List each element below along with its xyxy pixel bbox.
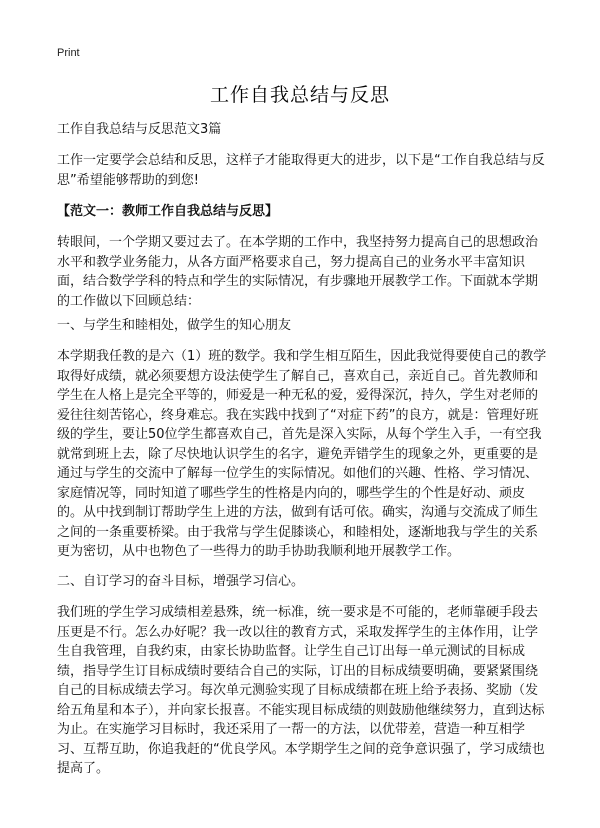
section-heading: 【范文一：教师工作自我总结与反思】 xyxy=(57,204,279,219)
heading-2: 二、自订学习的奋斗目标，增强学习信心。 xyxy=(57,574,305,589)
heading-1: 一、与学生和睦相处，做学生的知心朋友 xyxy=(57,318,292,333)
paragraph-2: 本学期我任教的是六（1）班的数学。我和学生相互陌生，因此我觉得要使自己的教学取得好成绩，就必须要想方设法使学生了解自己，喜欢自己，亲近自己。首先教师和学生在人格上是完全平等的，师爱是一种无私的爱，爱得深沉，持久，学生对老师的爱往往刻苦铭心，终身难忘。我在实践中找到了“对症下药”的良方，就是：管理好班级的学生，要让50位学生都喜欢自己，首先是深入实际，从每个学生入手，一有空我就常到班上去，除了尽快地认识学生的名字，避免弄错学生的现象之外，更重要的是通过与学生的交流中了解每一位学生的实际情况。如他们的兴趣、性格、学习情况、家庭情况等，同时知道了哪些学生的性格是内向的，哪些学生的个性是好动、顽皮的。从中找到制订帮助学生上进的方法，做到有话可依。确实，沟通与交流成了师生之间的一条重要桥梁。由于我常与学生促膝谈心，和睦相处，逐渐地我与学生的关系更为密切，从中也物色了一些得力的助手协助我顺利地开展教学工作。 xyxy=(57,349,547,559)
paragraph-1: 转眼间，一个学期又要过去了。在本学期的工作中，我坚持努力提高自己的思想政治水平和教学业务能力，从各方面严格要求自己，努力提高自己的业务水平丰富知识面，结合数学学科的特点和学生的实际情况，有步骤地开展教学工作。下面就本学期的工作做以下回顾总结： xyxy=(57,235,539,309)
document-subtitle: 工作自我总结与反思范文3篇 xyxy=(57,122,222,137)
intro-paragraph: 工作一定要学会总结和反思，这样子才能取得更大的进步，以下是“工作自我总结与反思”希望能够帮助的到您! xyxy=(57,153,545,188)
paragraph-3: 我们班的学生学习成绩相差悬殊，统一标准，统一要求是不可能的，老师靠硬手段去压更是不行。怎么办好呢？我一改以往的教育方式，采取发挥学生的主体作用，让学生自我管理，自我约束，由家长协助监督。让学生自己订出每一单元测试的目标成绩，指导学生订目标成绩时要结合自己的实际，订出的目标成绩要明确，要紧紧围绕自己的目标成绩去学习。每次单元测验实现了目标成绩都在班上给予表扬、奖励（发给五角星和本子），并向家长报喜。不能实现目标成绩的则鼓励他继续努力，直到达标为止。在实施学习目标时，我还采用了一帮一的方法，以优带差，营造一种互相学习、互帮互助，你追我赶的“优良学风。本学期学生之间的竞争意识强了，学习成绩也提高了。 xyxy=(57,605,545,776)
print-link[interactable]: Print xyxy=(57,47,80,59)
page-title: 工作自我总结与反思 xyxy=(209,84,390,106)
